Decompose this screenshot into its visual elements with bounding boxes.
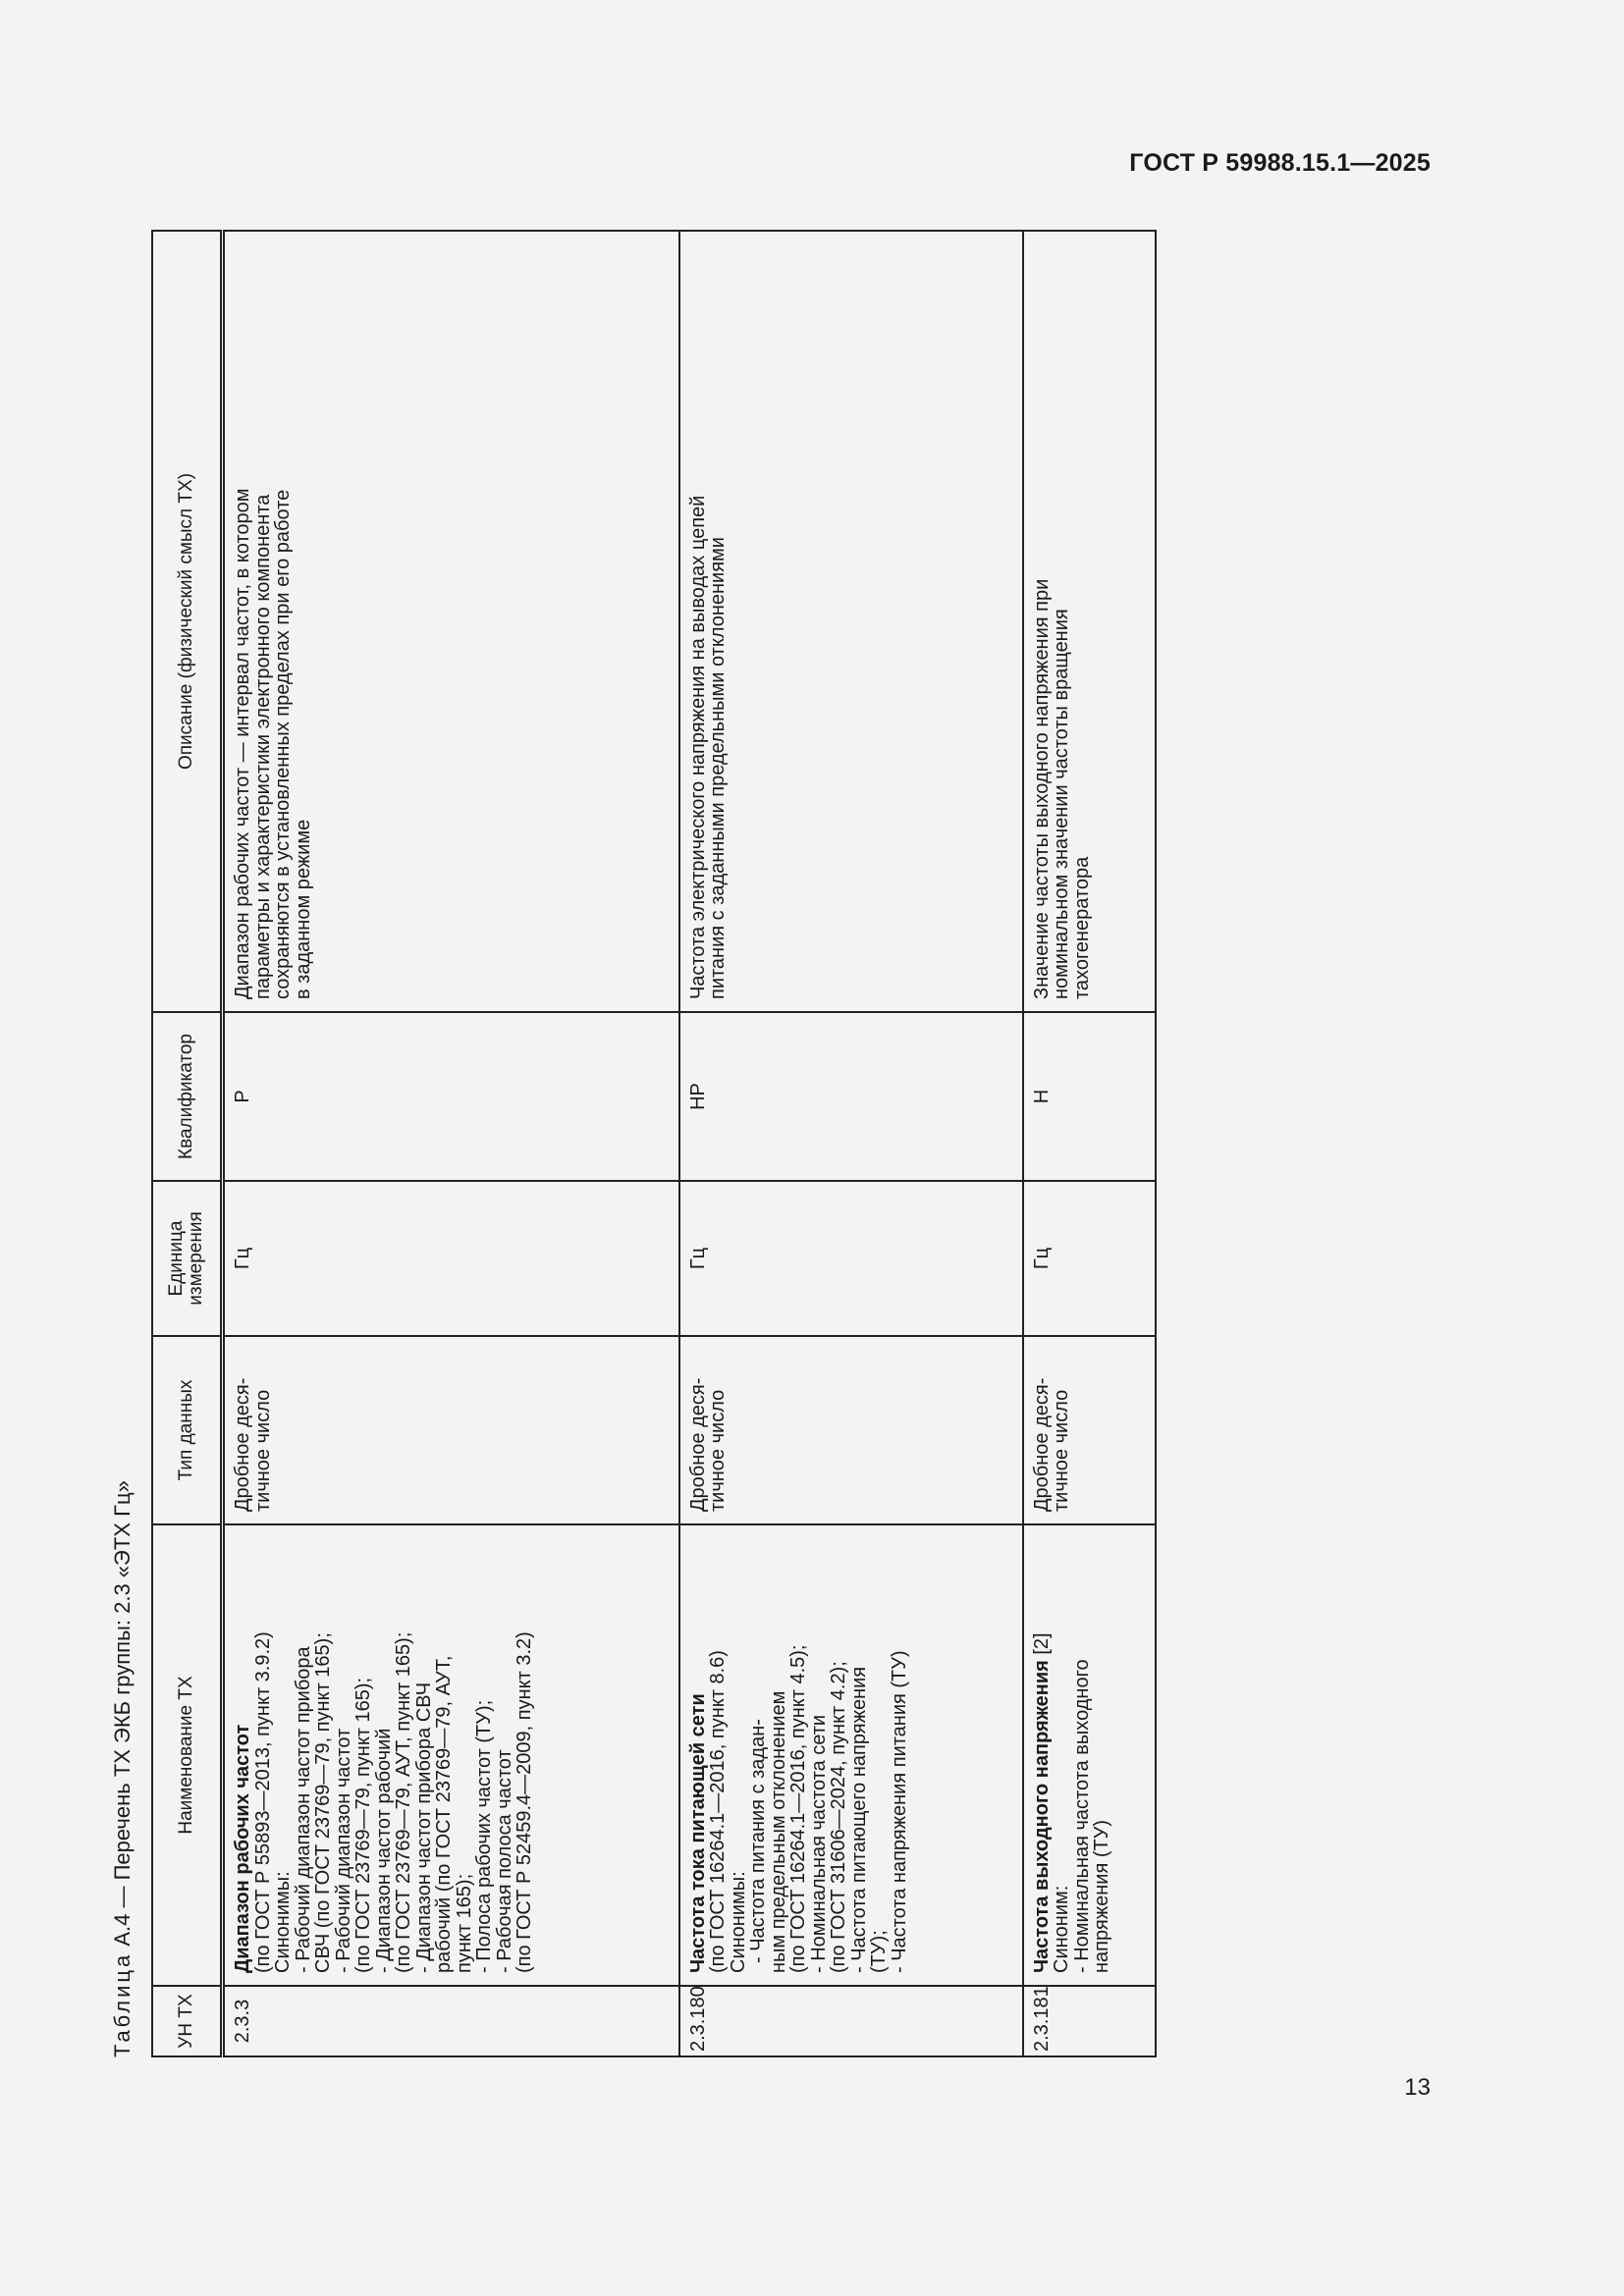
name-line: (по ГОСТ 31606—2024, пункт 4.2);	[828, 1661, 849, 1973]
name-line: - Диапазон частот прибора СВЧ	[412, 1682, 435, 1973]
name-line: - Частота напряжения питания (ТУ)	[888, 1650, 910, 1973]
cell-un: 2.3.181	[1023, 1986, 1156, 2056]
type-line: Дробное деся-	[686, 1377, 709, 1512]
name-line: Синонимы:	[727, 1871, 749, 1973]
table-caption	[110, 1480, 135, 2057]
description-line: номинальном значении частоты вращения	[1051, 609, 1072, 999]
name-line: - Номинальная частота выходного	[1070, 1659, 1093, 1973]
cell-description	[1023, 231, 1156, 1012]
table-row	[223, 231, 679, 2056]
name-line: (ТУ);	[868, 1930, 890, 1973]
description-line: Значение частоты выходного напряжения при	[1030, 578, 1053, 999]
cell-description	[223, 231, 679, 1012]
cell-name	[1023, 1524, 1156, 1986]
description-line: Диапазон рабочих частот — интервал частот, в котором	[232, 488, 253, 999]
name-line: - Частота питания с задан-	[747, 1719, 769, 1963]
cell-type	[1023, 1336, 1156, 1524]
cell-type	[679, 1336, 1023, 1524]
name-line: (по ГОСТ 16264.1—2016, пункт 4.5);	[787, 1644, 809, 1973]
name-line: - Номинальная частота сети	[807, 1714, 830, 1973]
type-line: тичное число	[251, 1389, 274, 1512]
table-header-row	[152, 231, 223, 2056]
type-line: Дробное деся-	[1030, 1377, 1053, 1512]
name-line: - Частота питающего напряжения	[847, 1666, 870, 1973]
caption-label: Таблица	[110, 1951, 135, 2057]
table-row	[679, 231, 1023, 2056]
name-line: СВЧ (по ГОСТ 23769—79, пункт 165);	[312, 1632, 334, 1973]
cell-qualifier: Н	[1023, 1012, 1156, 1181]
table-row	[1023, 231, 1156, 2056]
description-line: питания с заданными предельными отклонениями	[707, 537, 729, 999]
type-line: тичное число	[1051, 1389, 1072, 1512]
name-title-reference: [2]	[1030, 1632, 1053, 1661]
cell-unit: Гц	[679, 1181, 1023, 1336]
name-line: (по ГОСТ 16264.1—2016, пункт 8.6)	[707, 1650, 729, 1973]
col-header-name: Наименование ТХ	[152, 1524, 223, 1986]
cell-unit: Гц	[223, 1181, 679, 1336]
cell-unit: Гц	[1023, 1181, 1156, 1336]
name-title-line	[1032, 1535, 1053, 1973]
description-line: сохраняются в установленных пределах при его работе	[272, 489, 294, 999]
name-line: - Рабочий диапазон частот прибора	[292, 1646, 314, 1973]
cell-description	[679, 231, 1023, 1012]
description-line: параметры и характеристики электронного компонента	[251, 494, 274, 999]
cell-name	[679, 1524, 1023, 1986]
col-header-unit-line2: измерения	[186, 1211, 206, 1306]
name-line: рабочий (по ГОСТ 23769—79, АУТ,	[433, 1655, 455, 1973]
col-header-un: УН ТХ	[152, 1986, 223, 2056]
rotated-table-block	[110, 232, 1170, 2057]
name-line: - Рабочая полоса частот	[493, 1749, 515, 1973]
cell-qualifier: НР	[679, 1012, 1023, 1181]
document-code: ГОСТ Р 59988.15.1—2025	[1129, 149, 1431, 177]
name-line: Синоним:	[1051, 1885, 1072, 1973]
col-header-qualifier: Квалификатор	[152, 1012, 223, 1181]
name-line: - Полоса рабочих частот (ТУ);	[473, 1699, 495, 1973]
caption-text: А.4 — Перечень ТХ ЭКБ группы: 2.3 «ЭТХ Гц»	[110, 1480, 135, 1952]
name-title: Частота выходного напряжения	[1030, 1660, 1053, 1973]
page-number: 13	[1404, 2074, 1431, 2101]
col-header-unit-line1: Единица	[166, 1220, 187, 1297]
name-title: Диапазон рабочих частот	[232, 1724, 253, 1973]
name-line: - Рабочий диапазон частот	[332, 1728, 354, 1973]
name-line: Синонимы:	[272, 1871, 294, 1973]
name-line: ным предельным отклонением	[767, 1690, 789, 1973]
name-line: (по ГОСТ 23769—79, АУТ, пункт 165);	[393, 1631, 414, 1973]
description-line: в заданном режиме	[292, 819, 314, 999]
name-line: (по ГОСТ Р 52459.4—2009, пункт 3.2)	[514, 1631, 535, 1973]
cell-un: 2.3.180	[679, 1986, 1023, 2056]
cell-name	[223, 1524, 679, 1986]
col-header-description: Описание (физический смысл ТХ)	[152, 231, 223, 1012]
name-line: (по ГОСТ 23769—79, пункт 165);	[352, 1677, 374, 1973]
name-line: пункт 165);	[453, 1873, 475, 1973]
description-line: тахогенератора	[1070, 856, 1093, 999]
cell-type	[223, 1336, 679, 1524]
description-line: Частота электрического напряжения на выводах цепей	[686, 495, 709, 999]
col-header-type: Тип данных	[152, 1336, 223, 1524]
name-title: Частота тока питающей сети	[686, 1693, 709, 1973]
name-line: напряжения (ТУ)	[1091, 1819, 1112, 1973]
name-line: - Диапазон частот рабочий	[372, 1728, 395, 1973]
col-header-unit	[152, 1181, 223, 1336]
cell-un: 2.3.3	[223, 1986, 679, 2056]
cell-qualifier: Р	[223, 1012, 679, 1181]
name-line: (по ГОСТ Р 55893—2013, пункт 3.9.2)	[251, 1631, 274, 1973]
characteristics-table	[151, 230, 1157, 2057]
type-line: тичное число	[707, 1389, 729, 1512]
type-line: Дробное деся-	[232, 1377, 253, 1512]
